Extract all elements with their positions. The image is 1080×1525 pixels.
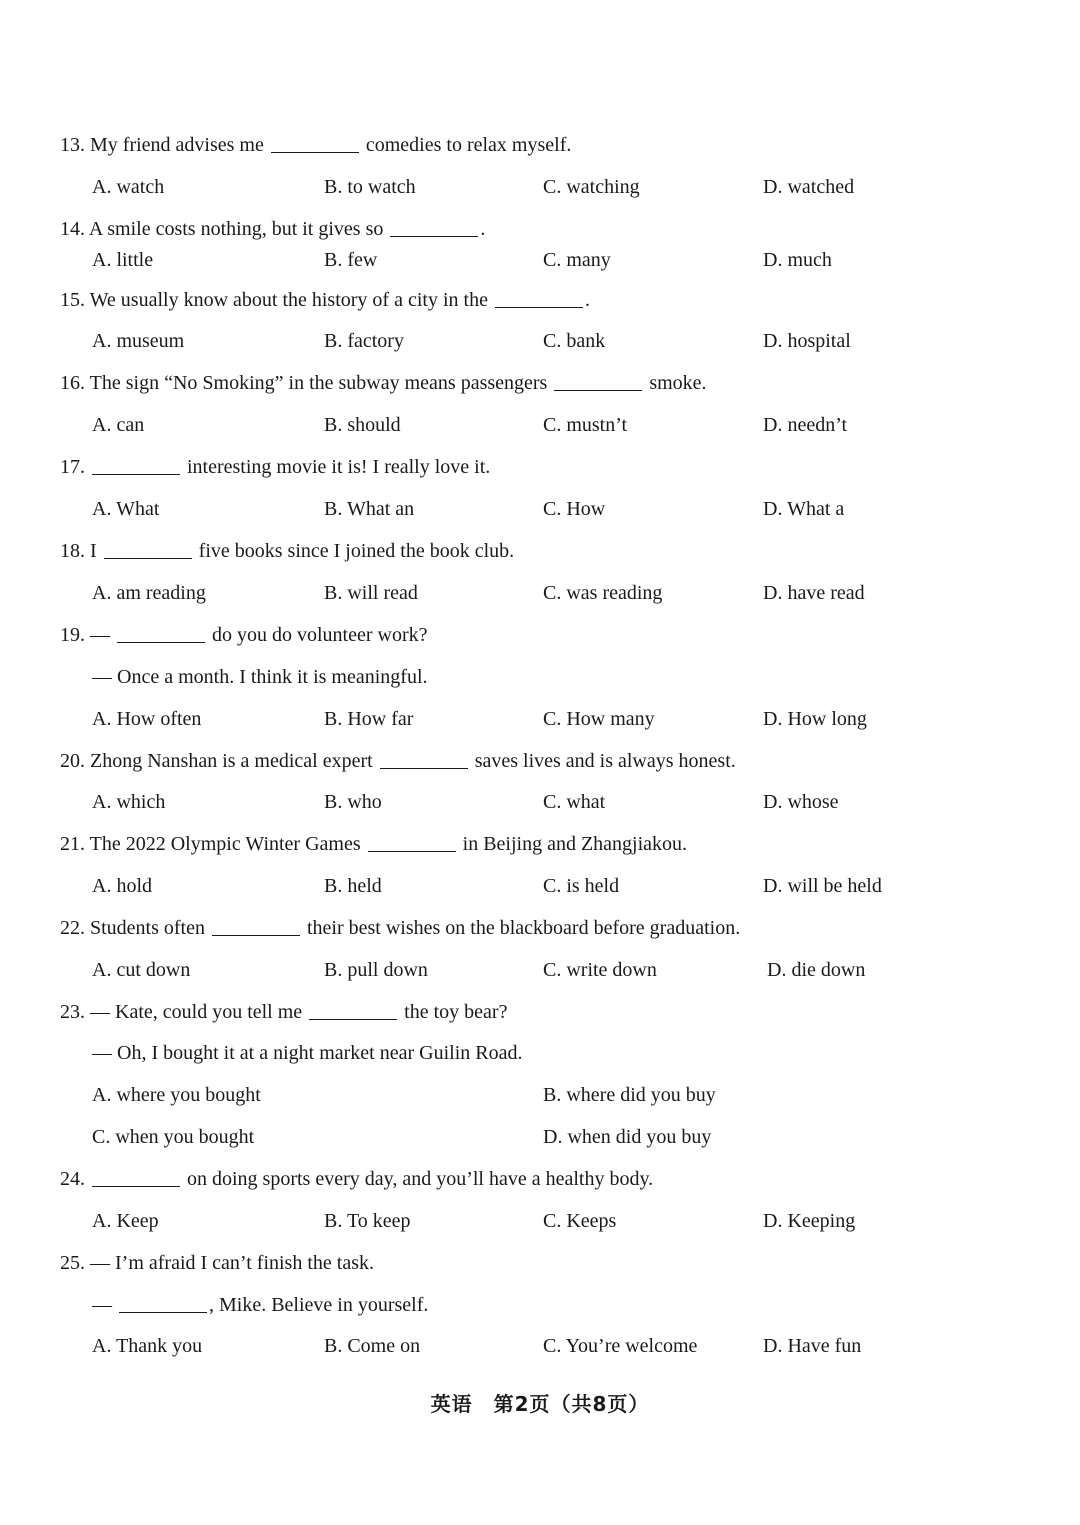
option-c: C. mustn’t [543,414,628,436]
option-b: B. pull down [324,959,428,981]
answer-blank [117,624,205,643]
question-stem: My friend advises me [90,134,264,156]
option-c: C. Keeps [543,1210,617,1232]
question-stem: — Kate, could you tell me [90,1001,303,1023]
option-a: A. cut down [92,959,191,981]
option-b: B. should [324,414,401,436]
option-b: B. To keep [324,1210,411,1232]
option-b: B. to watch [324,176,416,198]
question-20 [60,749,736,773]
question-stem-end: . [480,218,486,240]
answer-blank [380,750,468,769]
option-d: D. have read [763,582,865,604]
option-b: B. factory [324,330,404,352]
question-13 [60,133,571,157]
option-d: D. Keeping [763,1210,856,1232]
answer-blank [104,540,192,559]
option-d: D. Have fun [763,1335,862,1357]
option-c: C. write down [543,959,657,981]
option-d: D. will be held [763,875,882,897]
question-stem-end: on doing sports every day, and you’ll have a healthy body. [187,1168,654,1190]
question-number: 15. [60,289,85,311]
reply-text: , Mike. Believe in yourself. [209,1294,429,1316]
question-17 [60,455,490,479]
question-stem-end: the toy bear? [404,1001,508,1023]
option-b: B. How far [324,708,414,730]
option-d: D. hospital [763,330,851,352]
question-number: 16. [60,372,85,394]
option-c: C. You’re welcome [543,1335,698,1357]
question-stem: The sign “No Smoking” in the subway means passengers [89,372,548,394]
question-24 [60,1167,653,1191]
question-stem-end: interesting movie it is! I really love it. [187,456,491,478]
dialogue-reply: — Once a month. I think it is meaningful. [92,666,428,688]
question-stem-end: . [584,289,590,311]
question-18 [60,539,514,563]
option-a: A. museum [92,330,185,352]
question-stem: A smile costs nothing, but it gives so [88,218,384,240]
question-stem: — I’m afraid I can’t finish the task. [90,1252,374,1274]
answer-blank [212,917,300,936]
option-b: B. will read [324,582,418,604]
option-b: B. What an [324,498,415,520]
question-number: 19. [60,624,85,646]
question-number: 20. [60,750,85,772]
question-stem: I [90,540,97,562]
option-b: B. held [324,875,382,897]
option-d: D. watched [763,176,855,198]
option-d: D. die down [767,959,866,981]
option-d: D. much [763,249,832,271]
question-number: 17. [60,456,85,478]
question-number: 21. [60,833,85,855]
answer-blank [309,1001,397,1020]
question-number: 25. [60,1252,85,1274]
option-a: A. which [92,791,166,813]
question-25 [60,1251,374,1275]
question-stem-end: their best wishes on the blackboard before graduation. [307,917,741,939]
question-number: 22. [60,917,85,939]
option-a: A. hold [92,875,152,897]
option-d: D. when did you buy [543,1126,712,1148]
option-c: C. is held [543,875,620,897]
question-number: 18. [60,540,85,562]
question-number: 14. [60,218,85,240]
option-d: D. whose [763,791,839,813]
page-footer: 英语 第2页（共8页） [430,1392,650,1416]
answer-blank [368,833,456,852]
option-b: B. Come on [324,1335,421,1357]
question-stem-end: do you do volunteer work? [212,624,428,646]
option-d: D. needn’t [763,414,848,436]
option-a: A. can [92,414,145,436]
question-stem: Students often [90,917,205,939]
option-a: A. am reading [92,582,206,604]
question-stem-end: smoke. [649,372,707,394]
answer-blank [390,218,478,237]
option-a: A. where you bought [92,1084,261,1106]
question-16 [60,371,707,395]
question-stem: We usually know about the history of a city in the [89,289,488,311]
option-b: B. where did you buy [543,1084,716,1106]
question-15 [60,288,590,312]
option-b: B. who [324,791,382,813]
dialogue-reply: — Oh, I bought it at a night market near Guilin Road. [92,1042,523,1064]
question-stem: Zhong Nanshan is a medical expert [90,750,373,772]
reply-dash: — [92,1294,112,1316]
dialogue-reply [92,1293,428,1317]
answer-blank [92,456,180,475]
answer-blank [554,372,642,391]
question-14 [60,217,485,241]
option-b: B. few [324,249,378,271]
question-stem-end: comedies to relax myself. [365,134,572,156]
option-c: C. when you bought [92,1126,255,1148]
question-number: 24. [60,1168,85,1190]
answer-blank [495,289,583,308]
option-a: A. Thank you [92,1335,203,1357]
question-number: 23. [60,1001,85,1023]
question-stem-end: saves lives and is always honest. [474,750,736,772]
option-a: A. little [92,249,154,271]
option-c: C. many [543,249,611,271]
answer-blank [271,134,359,153]
question-22 [60,916,740,940]
option-a: A. watch [92,176,165,198]
option-c: C. was reading [543,582,663,604]
option-d: D. What a [763,498,845,520]
answer-blank [92,1168,180,1187]
option-c: C. what [543,791,606,813]
question-19 [60,623,428,647]
question-stem: — [90,624,110,646]
option-a: A. How often [92,708,202,730]
question-stem-end: five books since I joined the book club. [198,540,515,562]
question-stem: The 2022 Olympic Winter Games [89,833,361,855]
option-c: C. How many [543,708,655,730]
option-a: A. Keep [92,1210,159,1232]
option-d: D. How long [763,708,867,730]
option-c: C. bank [543,330,606,352]
option-a: A. What [92,498,160,520]
answer-blank [119,1294,207,1313]
question-stem-end: in Beijing and Zhangjiakou. [462,833,688,855]
question-21 [60,832,687,856]
question-23 [60,1000,507,1024]
question-number: 13. [60,134,85,156]
option-c: C. watching [543,176,640,198]
option-c: C. How [543,498,606,520]
